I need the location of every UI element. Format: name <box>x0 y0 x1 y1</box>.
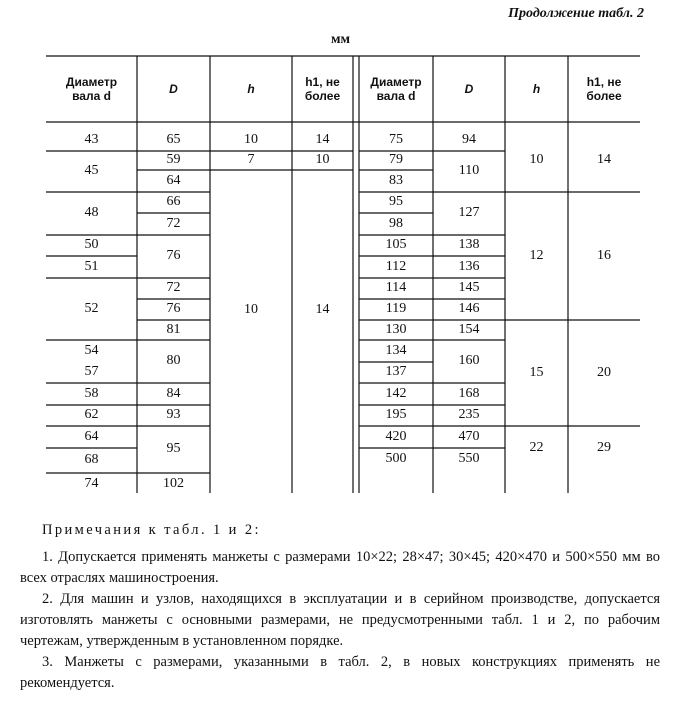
left-d-cell: 62 <box>84 407 99 423</box>
left-header-d <box>46 58 137 120</box>
right-D-cell: 94 <box>462 131 476 147</box>
notes-block <box>20 520 660 694</box>
left-D-cell: 76 <box>166 248 181 264</box>
note-1: 1. Допускается применять манжеты с размерами 10×22; 28×47; 30×45; 420×470 и 500×550 мм во всех отраслях машиностроения. <box>20 549 660 586</box>
left-D-cell: 81 <box>166 321 181 337</box>
left-D-cell: 102 <box>163 475 184 491</box>
continuation-caption: Продолжение табл. 2 <box>508 6 644 21</box>
right-h1-cell: 14 <box>597 152 611 168</box>
left-d-cell: 57 <box>84 364 99 380</box>
right-h1-cell: 29 <box>597 439 611 455</box>
right-h-cell: 10 <box>529 152 544 168</box>
left-d-cell: 50 <box>84 237 99 253</box>
left-D-cell: 64 <box>166 172 181 188</box>
right-d-cell: 114 <box>385 280 407 296</box>
right-header-D: D <box>464 81 474 96</box>
right-h-cell: 22 <box>529 439 544 455</box>
left-header-D: D <box>169 81 178 96</box>
right-D-cell: 127 <box>458 205 480 221</box>
right-D-cell: 145 <box>458 280 480 296</box>
left-h1-cell: 14 <box>315 131 330 147</box>
right-d-cell: 95 <box>389 194 403 210</box>
left-header-h: h <box>247 81 255 96</box>
left-header-h1-text: h1, не более <box>304 74 341 103</box>
right-D-cell: 470 <box>458 428 480 444</box>
left-header-h1 <box>292 58 353 120</box>
right-D-cell: 154 <box>458 321 480 337</box>
right-d-cell: 119 <box>385 301 407 317</box>
right-h1-cell: 20 <box>597 364 611 380</box>
right-d-cell: 98 <box>389 215 403 231</box>
right-d-cell: 142 <box>385 385 407 401</box>
left-D-cell: 59 <box>166 152 181 168</box>
left-h-cell: 7 <box>247 152 255 168</box>
right-D-cell: 110 <box>458 163 480 179</box>
right-d-cell: 500 <box>385 450 407 466</box>
left-d-cell: 48 <box>84 205 99 221</box>
left-header-d-text: Диаметр вала d <box>65 74 118 103</box>
right-header-h: h <box>532 81 541 96</box>
left-h-cell: 10 <box>244 131 258 147</box>
left-D-cell: 95 <box>166 441 181 457</box>
left-d-cell: 64 <box>84 428 99 444</box>
right-D-cell: 138 <box>458 237 480 253</box>
unit-label: мм <box>330 32 351 47</box>
left-h-cell: 10 <box>244 301 258 317</box>
right-D-cell: 168 <box>458 385 480 401</box>
right-d-cell: 137 <box>385 364 407 380</box>
left-d-cell: 74 <box>84 475 99 491</box>
right-d-cell: 105 <box>385 237 407 253</box>
right-header-h1-text: h1, не более <box>586 74 622 103</box>
right-d-cell: 83 <box>389 172 403 188</box>
left-d-cell: 58 <box>84 385 99 401</box>
right-d-cell: 79 <box>389 152 403 168</box>
left-D-cell: 84 <box>166 385 181 401</box>
notes-title: Примечания к табл. 1 и 2: <box>42 522 261 538</box>
left-D-cell: 80 <box>166 353 181 369</box>
left-D-cell: 76 <box>166 301 181 317</box>
right-h-cell: 12 <box>529 247 544 263</box>
left-D-cell: 93 <box>166 407 181 423</box>
note-2: 2. Для машин и узлов, находящихся в эксплуатации и в серийном производстве, допускается изготовлять манжеты с основными размерами, не предусмотренными табл. 1 и 2, по рабочим чертежам, утвержденным в установленном порядке. <box>20 591 660 649</box>
left-h1-cell: 10 <box>315 152 330 168</box>
right-D-cell: 550 <box>458 450 480 466</box>
right-D-cell: 146 <box>458 301 480 317</box>
right-header-d <box>359 58 433 120</box>
right-D-cell: 160 <box>458 353 480 369</box>
right-h1-cell: 16 <box>597 247 611 263</box>
left-d-cell: 54 <box>84 342 99 358</box>
left-h1-cell: 14 <box>315 301 330 317</box>
note-3: 3. Манжеты с размерами, указанными в табл. 2, в новых конструкциях применять не рекомендуется. <box>20 654 660 691</box>
right-D-cell: 136 <box>458 258 480 274</box>
left-d-cell: 52 <box>84 300 99 316</box>
right-h-cell: 15 <box>529 364 544 380</box>
right-D-cell: 235 <box>458 407 480 423</box>
right-d-cell: 195 <box>385 407 407 423</box>
right-header-h1 <box>568 58 640 120</box>
left-D-cell: 72 <box>166 280 181 296</box>
right-d-cell: 130 <box>385 321 407 337</box>
right-header-d-text: Диаметр вала d <box>370 74 422 103</box>
right-d-cell: 112 <box>385 258 407 274</box>
left-d-cell: 43 <box>84 131 99 147</box>
left-d-cell: 51 <box>84 258 99 274</box>
left-D-cell: 66 <box>166 194 181 210</box>
left-D-cell: 72 <box>166 215 181 231</box>
right-d-cell: 75 <box>389 131 403 147</box>
left-d-cell: 45 <box>84 163 99 179</box>
right-d-cell: 134 <box>385 342 407 358</box>
left-d-cell: 68 <box>84 452 99 468</box>
right-d-cell: 420 <box>385 428 407 444</box>
left-D-cell: 65 <box>166 131 181 147</box>
